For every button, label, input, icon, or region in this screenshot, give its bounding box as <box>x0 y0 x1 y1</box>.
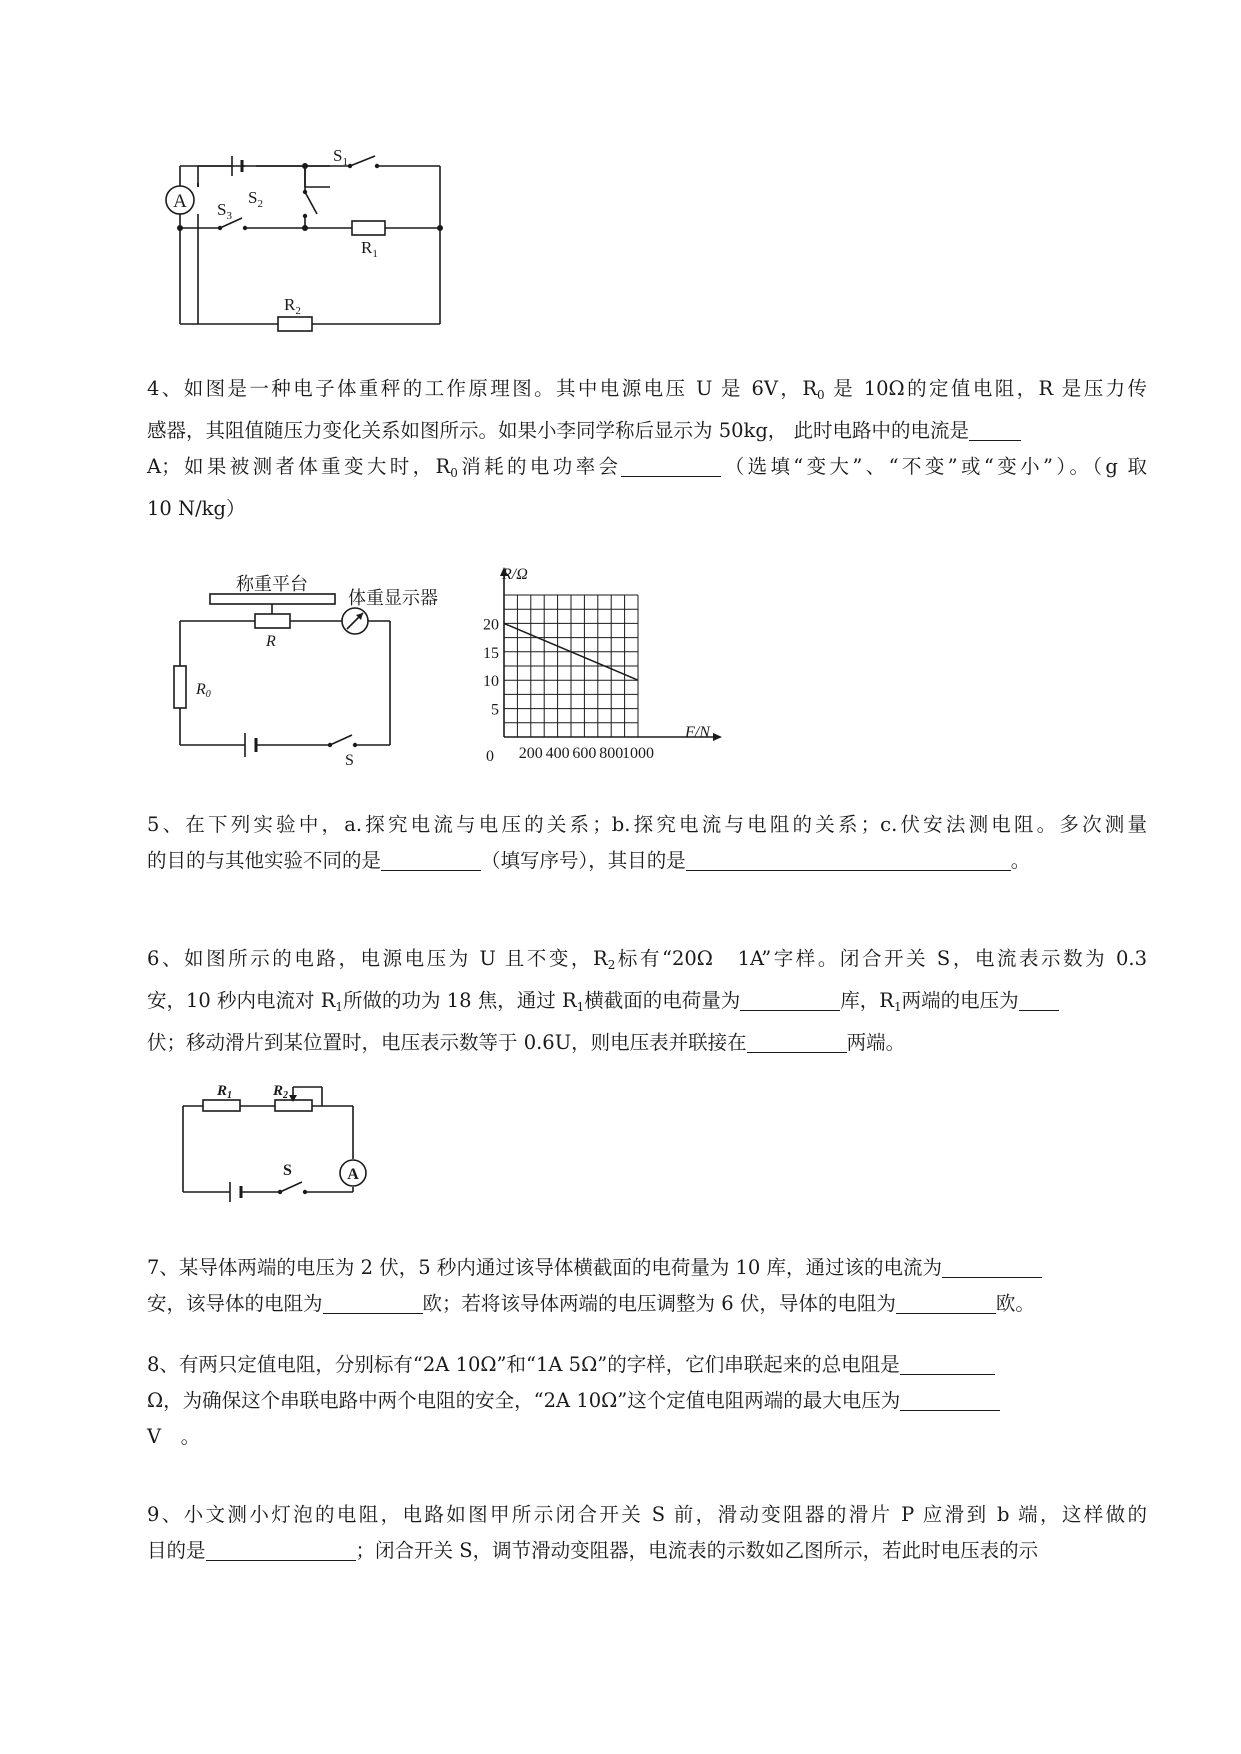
switch-s-label: S <box>283 1162 292 1179</box>
q6-blank-position[interactable] <box>747 1030 847 1053</box>
question-9 <box>147 1497 1147 1569</box>
resistor-r2-icon <box>278 317 312 331</box>
chart-y-tick-label: 5 <box>491 701 499 719</box>
platform-label: 称重平台 <box>236 574 308 594</box>
resistor-r1-icon <box>352 221 385 235</box>
switch-s-label: S <box>345 752 354 769</box>
chart-x-axis-arrow <box>713 733 722 741</box>
q9-line-2: 目的是 ；闭合开关 S，调节滑动变阻器，电流表的示数如乙图所示，若此时电压表的示 <box>147 1539 1039 1562</box>
circuit-diagram-2 <box>175 1075 405 1205</box>
question-6 <box>147 941 1147 1061</box>
q8-blank-max-voltage[interactable] <box>900 1388 1000 1411</box>
pressure-sensor-r-icon <box>255 614 290 628</box>
question-7 <box>147 1250 1147 1322</box>
resistor-r0-icon <box>174 666 186 708</box>
q5-blank-index[interactable] <box>381 848 481 871</box>
chart-x-tick-label: 400 <box>545 745 570 762</box>
q4-line-3: A；如果被测者体重变大时，$R_0$消耗的电功率会 （选填“变大”、“不变”或“变小”）。（g 取 <box>147 455 1147 480</box>
display-label: 体重显示器 <box>348 588 438 608</box>
chart-y-axis-label: R/Ω <box>502 566 528 583</box>
chart-x-tick-label: 1000 <box>622 745 654 762</box>
resistor-r0-label: R0 <box>196 681 211 700</box>
chart-y-tick-label: 20 <box>483 616 499 634</box>
circuit-diagram-1-main <box>170 146 460 340</box>
question-5 <box>147 807 1147 879</box>
resistance-force-chart <box>480 565 730 770</box>
switch-s3-label: $S_3$ <box>217 200 232 222</box>
q8-line-1: 8、有两只定值电阻，分别标有“2A 10Ω”和“1A 5Ω”的字样，它们串联起来的总电阻是 <box>147 1347 1147 1383</box>
q6-blank-voltage[interactable] <box>1019 988 1059 1011</box>
q6-line-1: 6、如图所示的电路，电源电压为 U 且不变，$R_2$标有“20Ω 1A”字样。闭合开关 S，电流表示数为 0.3 <box>147 947 1148 972</box>
switch-s2-label: $S_2$ <box>248 188 263 210</box>
question-4 <box>147 371 1147 527</box>
resistor-r1-icon <box>203 1100 240 1111</box>
ammeter-label: A <box>173 191 187 212</box>
resistor-r1-label: $R_1$ <box>217 1083 233 1101</box>
resistor-r1-label: $R_1$ <box>361 238 378 260</box>
q7-blank-resistance[interactable] <box>323 1291 423 1314</box>
chart-origin-label: 0 <box>486 748 494 765</box>
switch-s1-label: $S_1$ <box>333 146 348 168</box>
q4-blank-current[interactable] <box>969 418 1021 441</box>
q4-line-1: 4、如图是一种电子体重秤的工作原理图。其中电源电压 U 是 6V，$R_0$ 是 10Ω的定值电阻，R 是压力传 <box>147 377 1147 402</box>
q4-line-2: 感器，其阻值随压力变化关系如图所示。如果小李同学称后显示为 50kg， 此时电路中的电流是 <box>147 413 1147 449</box>
q7-line-2: 安，该导体的电阻为 欧；若将该导体两端的电压调整为 6 伏，导体的电阻为 欧。 <box>147 1292 1035 1315</box>
q7-line-1: 7、某导体两端的电压为 2 伏，5 秒内通过该导体横截面的电荷量为 10 库，通过该的电流为 <box>147 1250 1147 1286</box>
rheostat-r2-label: $R_2$ <box>273 1083 289 1101</box>
resistor-r2-label: $R_2$ <box>284 295 301 317</box>
q6-line-3: 伏；移动滑片到某位置时，电压表示数等于 0.6U，则电压表并联接在 两端。 <box>147 1031 906 1054</box>
q6-line-2: 安，10 秒内电流对 $R_1$所做的功为 18 焦，通过 $R_1$横截面的电荷量为 库，$R_1$两端的电压为 <box>147 983 1147 1025</box>
scale-circuit-diagram <box>170 570 450 769</box>
chart-x-tick-label: 800 <box>599 745 624 762</box>
q6-blank-charge[interactable] <box>740 988 840 1011</box>
sensor-r-label: R <box>266 633 276 650</box>
q9-blank-purpose[interactable] <box>206 1538 356 1561</box>
chart-y-tick-label: 10 <box>483 673 499 691</box>
q4-blank-power[interactable] <box>621 454 721 477</box>
question-8 <box>147 1347 1147 1455</box>
q5-blank-purpose[interactable] <box>686 848 1011 871</box>
rheostat-r2-icon <box>275 1100 312 1111</box>
q8-line-2: Ω，为确保这个串联电路中两个电阻的安全，“2A 10Ω”这个定值电阻两端的最大电压为 <box>147 1383 1147 1419</box>
weighing-platform <box>210 594 335 604</box>
q5-line-2: 的目的与其他实验不同的是 （填写序号），其目的是 。 <box>147 849 1031 872</box>
q9-line-1: 9、小文测小灯泡的电阻，电路如图甲所示闭合开关 S 前，滑动变阻器的滑片 P 应滑到 b 端，这样做的 <box>147 1503 1147 1526</box>
q5-line-1: 5、在下列实验中，a.探究电流与电压的关系；b.探究电流与电阻的关系；c.伏安法测电阻。多次测量 <box>147 813 1147 836</box>
chart-x-axis-label: F/N <box>685 724 710 741</box>
ammeter-label: A <box>347 1166 359 1183</box>
chart-x-tick-label: 600 <box>572 745 597 762</box>
q4-line-4: 10 N/kg） <box>147 497 246 520</box>
chart-x-tick-label: 200 <box>518 745 543 762</box>
q8-blank-total-resistance[interactable] <box>900 1352 995 1375</box>
chart-y-tick-label: 15 <box>483 644 499 662</box>
q8-line-3: V 。 <box>147 1425 201 1448</box>
q7-blank-resistance-6v[interactable] <box>896 1291 996 1314</box>
q7-blank-current[interactable] <box>942 1255 1042 1278</box>
